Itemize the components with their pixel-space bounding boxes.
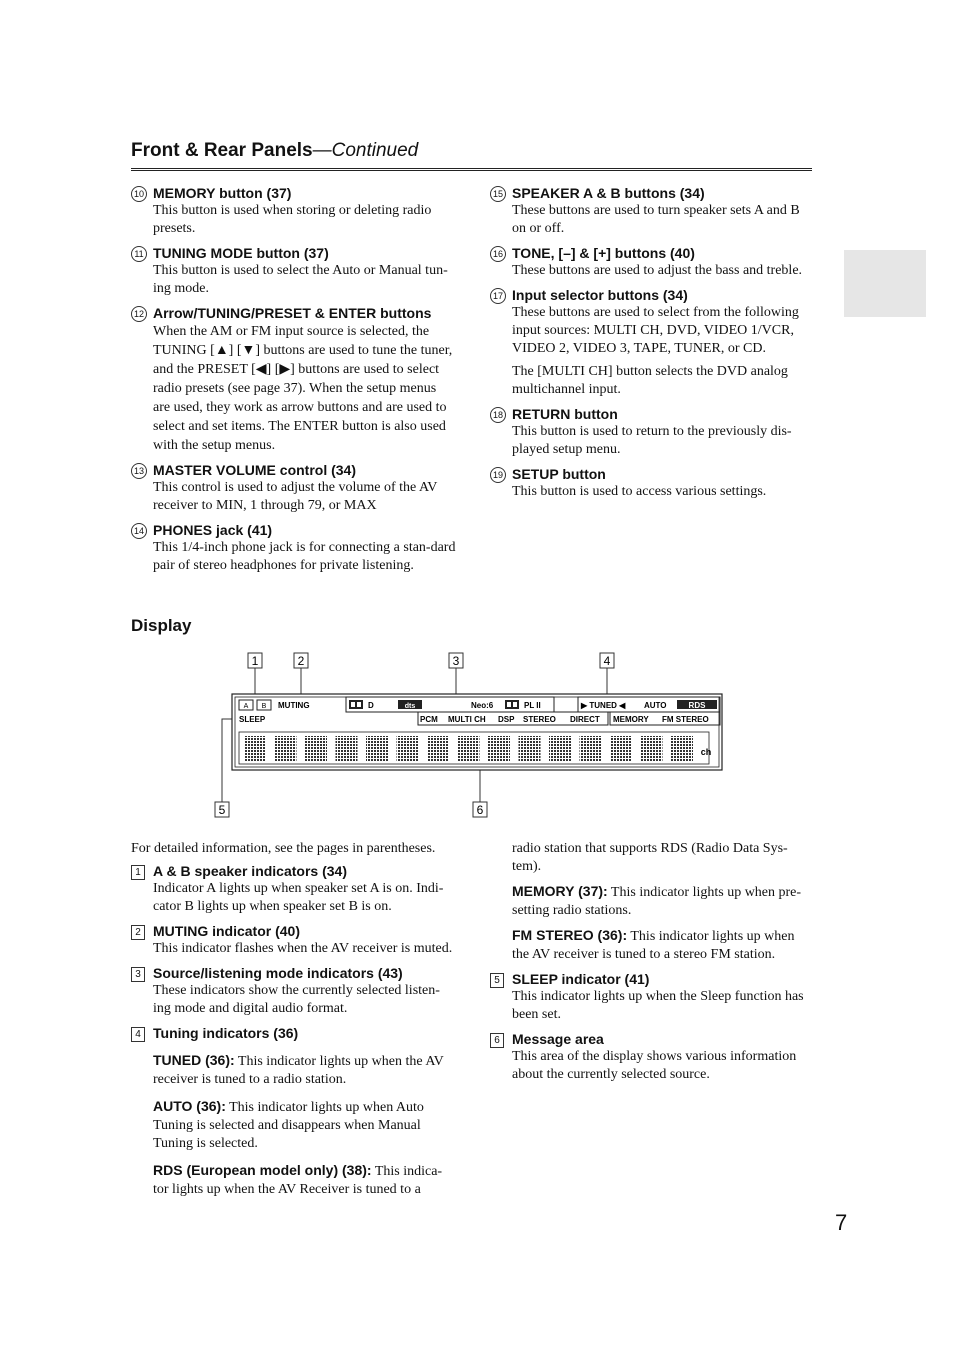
item-title: MEMORY button (37) (153, 185, 292, 201)
item-title: Tuning indicators (36) (153, 1025, 299, 1041)
right-column (490, 184, 815, 507)
item-body: These indicators show the currently selected listen-ing mode and digital audio format. (153, 983, 440, 1016)
callout-4 (600, 653, 614, 668)
callout-6 (473, 802, 487, 817)
matrix-cell (366, 736, 388, 762)
item-body: This button is used to access various settings. (512, 484, 767, 499)
item-title: SLEEP indicator (41) (512, 971, 650, 987)
indicator-sleep: SLEEP (239, 715, 266, 724)
para-text: This indicator lights up when pre-setting radio stations. (512, 885, 802, 918)
item-number: 3 (131, 967, 145, 982)
item-title: RETURN button (512, 406, 618, 422)
item-number: 10 (131, 186, 147, 202)
item-number: 2 (131, 925, 145, 940)
para-text: This indicator lights up when the AV receiver is tuned to a radio station. (153, 1054, 444, 1087)
item-number: 5 (490, 973, 504, 988)
svg-text:3: 3 (452, 654, 460, 668)
item-17 (490, 286, 815, 399)
svg-text:4: 4 (603, 654, 611, 668)
item-number: 18 (490, 407, 506, 423)
continued-text: radio station that supports RDS (Radio Data Sys-tem). (512, 841, 788, 874)
matrix-cell (519, 736, 541, 762)
item-number: 15 (490, 186, 506, 202)
item-number: 6 (490, 1033, 504, 1048)
matrix-cell (427, 736, 449, 762)
item-15 (490, 184, 815, 238)
para-lead: AUTO (36): (153, 1098, 226, 1114)
item-title: Input selector buttons (34) (512, 287, 688, 303)
indicator-memory: MEMORY (613, 715, 649, 724)
item-number: 1 (131, 865, 145, 880)
bottom-right-column (490, 840, 815, 1090)
item-19 (490, 465, 815, 501)
matrix-cell (671, 736, 693, 762)
item-title: Arrow/TUNING/PRESET & ENTER buttons (153, 305, 432, 321)
header-continued: —Continued (312, 140, 419, 161)
left-column (131, 184, 456, 581)
indicator-dsp: DSP (498, 715, 515, 724)
item-body: These buttons are used to select from the following input sources: MULTI CH, DVD, VIDEO 1/VCR, VIDEO 2, VIDEO 3, TAPE, TUNER, or CD. (512, 305, 799, 356)
matrix-cell (610, 736, 632, 762)
item-title: TUNING MODE button (37) (153, 245, 329, 261)
svg-text:5: 5 (218, 803, 226, 817)
indicator-direct: DIRECT (570, 715, 600, 724)
display-item-2 (131, 922, 456, 958)
indicator-ch: ch (700, 747, 712, 757)
svg-text:2: 2 (297, 654, 305, 668)
section-header (131, 140, 812, 171)
page-number: 7 (835, 1210, 848, 1235)
item-number: 16 (490, 246, 506, 262)
item-11 (131, 244, 456, 298)
item-12 (131, 304, 456, 455)
item-body: This button is used to select the Auto or Manual tun-ing mode. (153, 263, 448, 296)
indicator-dolby-d: D (368, 701, 374, 710)
callout-3 (449, 653, 463, 668)
matrix-cell (488, 736, 510, 762)
bottom-left-column (131, 862, 456, 1205)
item-10 (131, 184, 456, 238)
matrix-cell (275, 736, 297, 762)
item-body: This 1/4-inch phone jack is for connecting a stan-dard pair of stereo headphones for private listening. (153, 540, 456, 573)
indicator-muting: MUTING (278, 701, 310, 710)
item-number: 14 (131, 523, 147, 539)
item-title: A & B speaker indicators (34) (153, 863, 347, 879)
callout-5 (215, 802, 229, 817)
indicator-pl2: PL II (524, 701, 541, 710)
item-14 (131, 521, 456, 575)
header-title (131, 140, 418, 162)
item-16 (490, 244, 815, 280)
indicator-pcm: PCM (420, 715, 438, 724)
display-item-5 (490, 970, 815, 1024)
chapter-tab (844, 250, 926, 317)
matrix-cell (336, 736, 358, 762)
matrix-cell (458, 736, 480, 762)
svg-text:6: 6 (476, 803, 484, 817)
matrix-cell (641, 736, 663, 762)
para-lead: TUNED (36): (153, 1052, 235, 1068)
item-title: MUTING indicator (40) (153, 923, 301, 939)
item-13 (131, 461, 456, 515)
indicator-tuned: ▶ TUNED ◀ (581, 701, 626, 710)
matrix-cell (580, 736, 602, 762)
para-text: This indicator lights up when the AV receiver is tuned to a stereo FM station. (512, 929, 795, 962)
item-body-2: The [MULTI CH] button selects the DVD analog multichannel input. (512, 364, 788, 397)
item-title: Source/listening mode indicators (43) (153, 965, 403, 981)
para-text: This indica-tor lights up when the AV Receiver is tuned to a (153, 1164, 443, 1197)
item-title: Message area (512, 1031, 604, 1047)
item-body: This indicator lights up when the Sleep function has been set. (512, 989, 804, 1022)
item-title: SETUP button (512, 466, 606, 482)
display-section-title: Display (131, 616, 192, 635)
item-body: This control is used to adjust the volume of the AV receiver to MIN, 1 through 79, or MAX (153, 480, 438, 513)
para-lead: RDS (European model only) (38): (153, 1162, 372, 1178)
indicator-multich: MULTI CH (448, 715, 486, 724)
indicator-auto: AUTO (644, 701, 667, 710)
display-diagram (200, 645, 740, 825)
indicator-dts: dts (404, 703, 416, 710)
item-number: 11 (131, 246, 147, 262)
item-number: 4 (131, 1027, 145, 1042)
svg-text:1: 1 (251, 654, 259, 668)
item-body: These buttons are used to turn speaker sets A and B on or off. (512, 203, 800, 236)
item-number: 13 (131, 463, 147, 479)
item-number: 17 (490, 288, 506, 304)
callout-2 (294, 653, 308, 668)
indicator-b: B (261, 703, 267, 710)
item-18 (490, 405, 815, 459)
item-body: These buttons are used to adjust the bass and treble. (512, 263, 803, 278)
indicator-a: A (243, 703, 249, 710)
item-body: This indicator flashes when the AV receiver is muted. (153, 941, 453, 956)
display-item-6 (490, 1030, 815, 1084)
item-body: This button is used to return to the previously dis-played setup menu. (512, 424, 792, 457)
display-item-1 (131, 862, 456, 916)
item-title: SPEAKER A & B buttons (34) (512, 185, 705, 201)
indicator-stereo: STEREO (523, 715, 556, 724)
indicator-neo6: Neo:6 (471, 701, 494, 710)
header-title-text: Front & Rear Panels (131, 140, 313, 161)
para-text: This indicator lights up when Auto Tuning is selected and disappears when Manual Tuning is selected. (153, 1100, 424, 1151)
item-body: Indicator A lights up when speaker set A is on. Indi-cator B lights up when speaker set B is on. (153, 881, 444, 914)
display-item-3 (131, 964, 456, 1018)
intro-text: For detailed information, see the pages in parentheses. (131, 841, 436, 856)
item-title: TONE, [–] & [+] buttons (40) (512, 245, 695, 261)
item-title: PHONES jack (41) (153, 522, 273, 538)
display-item-4 (131, 1024, 456, 1199)
matrix-cell (244, 736, 266, 762)
item-title: MASTER VOLUME control (34) (153, 462, 357, 478)
item-number: 12 (131, 306, 147, 322)
callout-1 (248, 653, 262, 668)
item-body: This area of the display shows various information about the currently selected source. (512, 1049, 797, 1082)
para-lead: MEMORY (37): (512, 883, 608, 899)
indicator-rds: RDS (688, 701, 706, 710)
matrix-cell (397, 736, 419, 762)
item-number: 19 (490, 467, 506, 483)
item-body: This button is used when storing or deleting radio presets. (153, 203, 432, 236)
indicator-fmstereo: FM STEREO (662, 715, 709, 724)
matrix-cell (305, 736, 327, 762)
matrix-cell (549, 736, 571, 762)
item-body: When the AM or FM input source is selected, the TUNING [▲] [▼] buttons are used to tune the tuner, and the PRESET [◀] [▶] buttons are used to select radio presets (see page 37). When the setup menus are used, they work as arrow buttons and are used to select and set items. The ENTER button is also used with the setup menus. (153, 324, 453, 453)
para-lead: FM STEREO (36): (512, 927, 628, 943)
